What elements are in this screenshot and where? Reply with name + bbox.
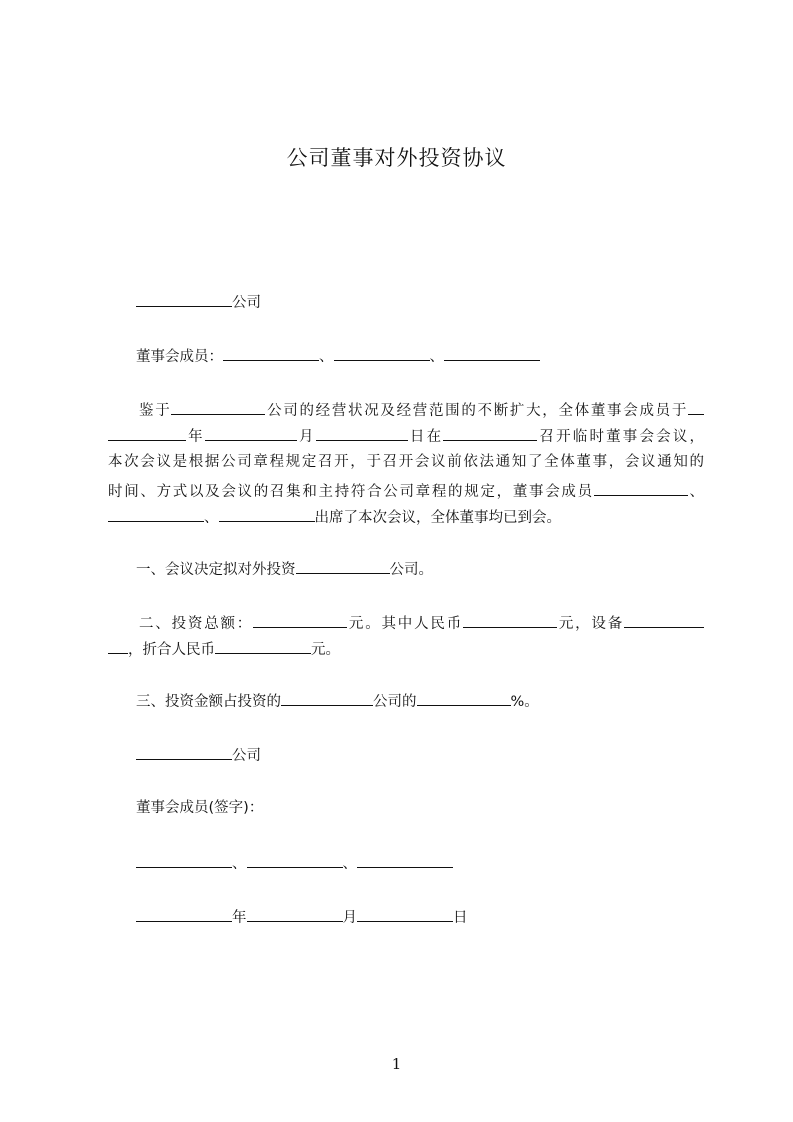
footer-company-suffix: 公司 [232, 748, 261, 764]
company-suffix: 公司 [232, 295, 261, 311]
preamble-text: 年 [186, 429, 205, 445]
company-name-blank[interactable] [136, 290, 232, 307]
item-2-line-1 [108, 611, 704, 635]
date-line [108, 905, 704, 929]
year-blank[interactable] [108, 424, 186, 441]
separator: 、 [319, 349, 334, 365]
day-blank[interactable] [316, 424, 408, 441]
preamble-text: 出席了本次会议，全体董事均已到会。 [314, 510, 561, 526]
preamble-line-2 [108, 424, 704, 448]
date-month-label: 月 [342, 910, 357, 926]
equipment-value-blank[interactable] [624, 611, 704, 628]
preamble-text: 时间、方式以及会议的召集和主持符合公司章程的规定，董事会成员 [108, 484, 594, 500]
footer-company-blank[interactable] [136, 743, 232, 760]
preamble-line-3: 本次会议是根据公司章程规定召开，于召开会议前依法通知了全体董事，会议通知的 [108, 454, 704, 470]
item-2-text: 元。其中人民币 [347, 616, 464, 632]
page-number: 1 [391, 1055, 402, 1073]
sign-year-blank[interactable] [136, 905, 232, 922]
preamble-text: 公司的经营状况及经营范围的不断扩大，全体董事会成员于 [265, 403, 689, 419]
footer-company-line [108, 743, 704, 767]
equipment-rmb-blank[interactable] [215, 637, 311, 654]
separator: 、 [342, 856, 357, 872]
signature-line [108, 851, 704, 875]
item-1-text: 一、会议决定拟对外投资 [136, 562, 296, 578]
preamble-line-4 [108, 479, 704, 503]
separator: 、 [204, 510, 219, 526]
preamble-text: 日在 [407, 429, 444, 445]
item-2-text: 元，设备 [557, 616, 625, 632]
item-1-text: 公司。 [389, 562, 433, 578]
preamble-line-5 [108, 505, 704, 529]
board-member-blank-1[interactable] [223, 344, 319, 361]
date-year-label: 年 [232, 910, 247, 926]
board-members-line [108, 344, 704, 368]
preamble-line-1 [108, 398, 704, 422]
board-members-label: 董事会成员： [136, 349, 223, 365]
equipment-value-blank-cont[interactable] [108, 637, 128, 654]
preamble-company-blank[interactable] [171, 398, 265, 415]
item-2-text: 元。 [311, 642, 340, 658]
investee-company-blank-2[interactable] [281, 689, 373, 706]
preamble-text: 鉴于 [139, 403, 172, 419]
sign-day-blank[interactable] [357, 905, 453, 922]
signature-blank-1[interactable] [136, 851, 232, 868]
percentage-blank[interactable] [417, 689, 511, 706]
attending-member-blank-1[interactable] [594, 479, 688, 496]
meeting-location-blank[interactable] [443, 424, 537, 441]
date-day-label: 日 [453, 910, 468, 926]
preamble-text: 召开临时董事会会议， [537, 429, 705, 445]
separator: 、 [687, 484, 705, 500]
attending-member-blank-2[interactable] [108, 505, 204, 522]
total-investment-blank[interactable] [253, 611, 347, 628]
item-2-text: 二、投资总额： [139, 616, 254, 632]
company-header-line [108, 290, 704, 314]
signature-blank-3[interactable] [357, 851, 453, 868]
sign-month-blank[interactable] [247, 905, 343, 922]
investee-company-blank[interactable] [296, 557, 390, 574]
signature-label: 董事会成员(签字)： [136, 800, 264, 816]
separator: 、 [429, 349, 444, 365]
preamble-text: 月 [296, 429, 316, 445]
preamble-date-blank-start[interactable] [688, 398, 704, 415]
item-3-text: 三、投资金额占投资的 [136, 694, 281, 710]
month-blank[interactable] [205, 424, 297, 441]
item-3-text: 公司的 [373, 694, 417, 710]
separator: 、 [232, 856, 247, 872]
rmb-amount-blank[interactable] [463, 611, 557, 628]
item-2-line-2 [108, 637, 704, 661]
board-member-blank-2[interactable] [334, 344, 430, 361]
item-2-text: ，折合人民币 [128, 642, 215, 658]
attending-member-blank-3[interactable] [219, 505, 315, 522]
board-member-blank-3[interactable] [444, 344, 540, 361]
item-3-text: %。 [510, 694, 539, 710]
item-1-line [108, 557, 704, 581]
item-3-line [108, 689, 704, 713]
document-title: 公司董事对外投资协议 [286, 146, 507, 170]
signature-blank-2[interactable] [247, 851, 343, 868]
